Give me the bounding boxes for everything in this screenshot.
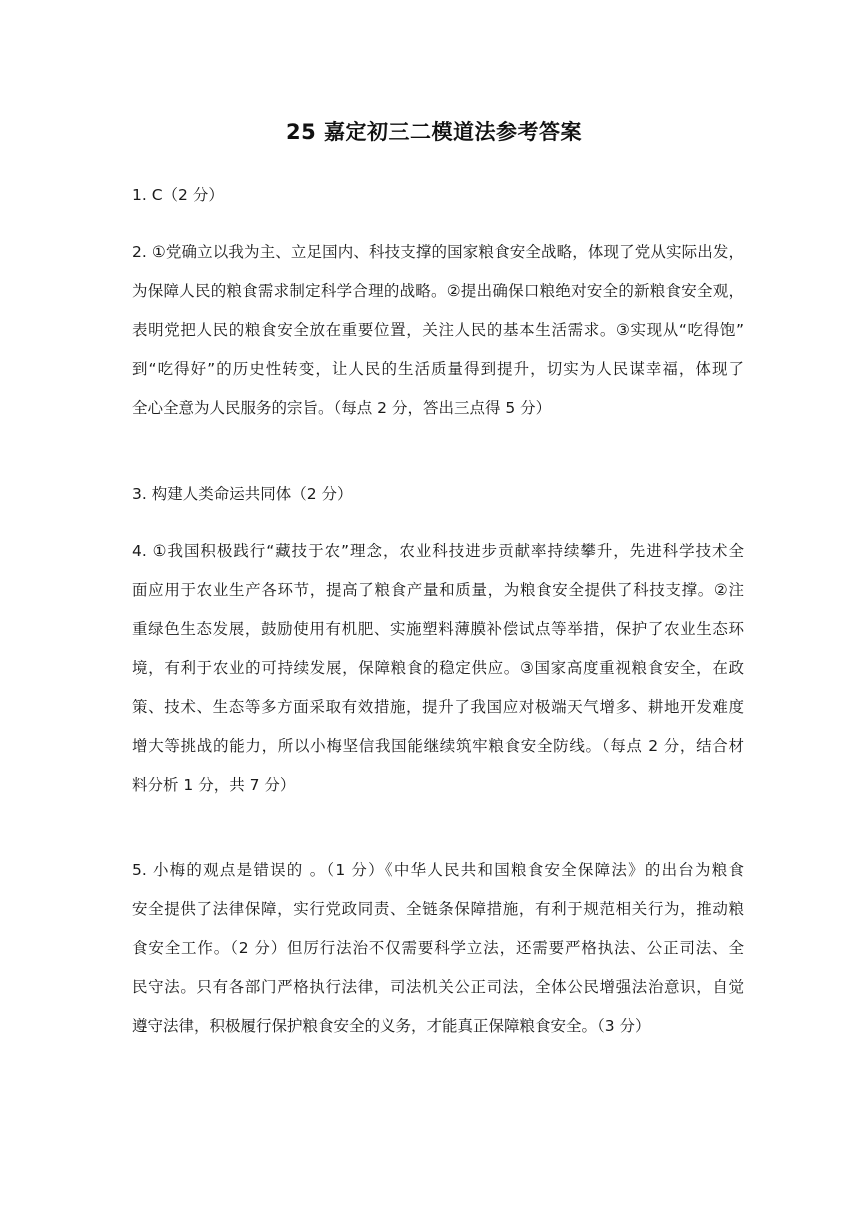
answer-4-line: 料分析 1 分，共 7 分） (132, 776, 296, 794)
answer-4-line: 重绿色生态发展，鼓励使用有机肥、实施塑料薄膜补偿试点等举措，保护了农业生态环 (132, 620, 744, 638)
answer-5-line: 安全提供了法律保障，实行党政同责、全链条保障措施，有利于规范相关行为，推动粮 (132, 900, 744, 918)
answer-1 (132, 176, 744, 215)
answer-4-line: 面应用于农业生产各环节，提高了粮食产量和质量，为粮食安全提供了科技支撑。②注 (132, 581, 744, 599)
answer-2-line: 到“吃得好”的历史性转变，让人民的生活质量得到提升，切实为人民谋幸福，体现了 (132, 360, 744, 378)
answer-4 (132, 532, 744, 805)
answer-5-line: 民守法。只有各部门严格执行法律，司法机关公正司法，全体公民增强法治意识，自觉 (132, 978, 744, 996)
answer-2-line: 表明党把人民的粮食安全放在重要位置，关注人民的基本生活需求。③实现从“吃得饱” (132, 321, 744, 339)
answer-4-line: 4. ①我国积极践行“藏技于农”理念，农业科技进步贡献率持续攀升，先进科学技术全 (132, 542, 744, 560)
answer-3-line: 3. 构建人类命运共同体（2 分） (132, 485, 353, 503)
answer-4-line: 策、技术、生态等多方面采取有效措施，提升了我国应对极端天气增多、耕地开发难度 (132, 698, 744, 716)
answer-2-line: 2. ①党确立以我为主、立足国内、科技支撑的国家粮食安全战略，体现了党从实际出发， (132, 243, 744, 261)
answer-2 (132, 233, 744, 428)
answer-5-line: 食安全工作。（2 分）但厉行法治不仅需要科学立法，还需要严格执法、公正司法、全 (132, 939, 744, 957)
answer-2-line: 为保障人民的粮食需求制定科学合理的战略。②提出确保口粮绝对安全的新粮食安全观， (132, 282, 744, 300)
answer-4-line: 增大等挑战的能力，所以小梅坚信我国能继续筑牢粮食安全防线。（每点 2 分，结合材 (132, 737, 744, 755)
answer-1-line: 1. C（2 分） (132, 186, 224, 204)
answer-4-line: 境，有利于农业的可持续发展，保障粮食的稳定供应。③国家高度重视粮食安全，在政 (132, 659, 744, 677)
answer-2-line: 全心全意为人民服务的宗旨。（每点 2 分，答出三点得 5 分） (132, 399, 552, 417)
answer-5-line: 5. 小梅的观点是错误的 。（1 分）《中华人民共和国粮食安全保障法》的出台为粮食 (132, 861, 744, 879)
answer-5 (132, 851, 744, 1046)
answer-5-line: 遵守法律，积极履行保护粮食安全的义务，才能真正保障粮食安全。（3 分） (132, 1017, 651, 1035)
document-title: 25 嘉定初三二模道法参考答案 (285, 120, 583, 144)
answer-3 (132, 475, 744, 514)
